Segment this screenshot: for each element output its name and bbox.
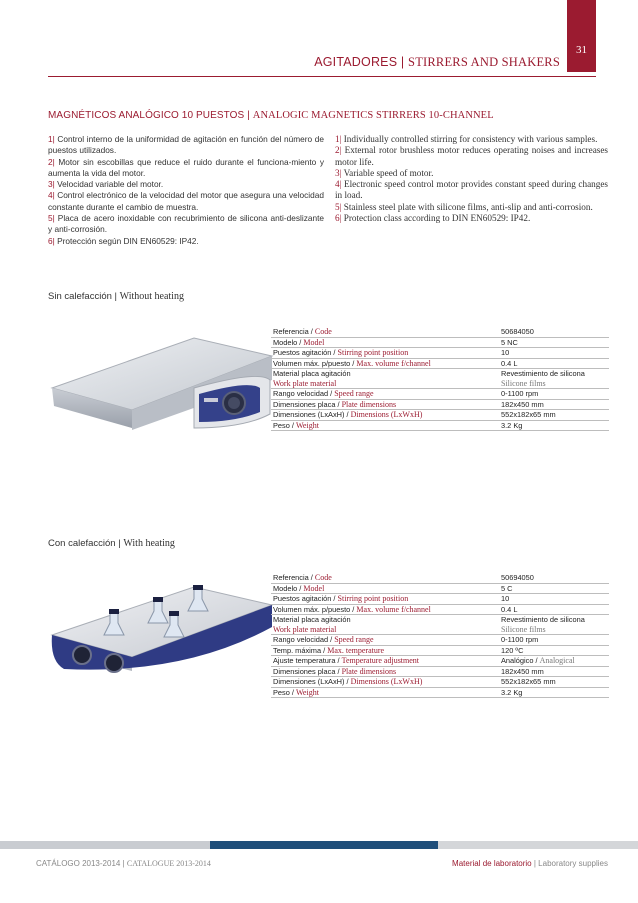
table-row: Puestos agitación / Stirring point position 10 [271, 594, 609, 605]
header-rule [48, 76, 596, 77]
feature-en-item: 3| Variable speed of motor. [335, 167, 434, 178]
stirrer-without-heating-image [44, 318, 274, 443]
table-row: Dimensiones placa / Plate dimensions 182x450 mm [271, 666, 609, 677]
table-row: Work plate material Silicone films [271, 625, 609, 635]
table-row: Volumen máx. p/puesto / Max. volume f/channel 0.4 L [271, 358, 609, 369]
table-row: Dimensiones (LxAxH) / Dimensions (LxWxH) 552x182x65 mm [271, 677, 609, 688]
footer-catalogue: CATÁLOGO 2013-2014 | CATALOGUE 2013-2014 [36, 859, 211, 868]
header-title-es: AGITADORES [314, 55, 398, 69]
table-row: Ajuste temperatura / Temperature adjustment Analógico / Analogical [271, 656, 609, 667]
spec-table-with-heating [271, 573, 609, 698]
table-row: Peso / Weight 3.2 Kg [271, 420, 609, 431]
footer-bar-right [438, 841, 638, 849]
table-row: Material placa agitación Revestimiento de silicona [273, 615, 585, 624]
with-heating-title: Con calefacción | With heating [48, 538, 175, 549]
feature-es-item: 3| Velocidad variable del motor. [48, 179, 164, 190]
table-row: Modelo / Model 5 NC [271, 337, 609, 348]
table-row: Temp. máxima / Max. temperature 120 ºC [271, 645, 609, 656]
table-row: Dimensiones (LxAxH) / Dimensions (LxWxH) 552x182x65 mm [271, 410, 609, 421]
section-title-en: ANALOGIC MAGNETICS STIRRERS 10-CHANNEL [252, 110, 494, 121]
stirrer-heating-illustration [44, 565, 274, 690]
page-header-title [250, 55, 560, 70]
footer-bar-left [0, 841, 210, 849]
feature-en-item: 5| Stainless steel plate with silicone films, anti-slip and anti-corrosion. [335, 201, 593, 212]
feature-en-item: 1| Individually controlled stirring for consistency with various samples. [335, 134, 598, 144]
without-heating-title: Sin calefacción | Without heating [48, 291, 184, 302]
features-es [48, 134, 324, 247]
feature-en-item: 2| External rotor brushless motor reduces operating noises and increases motor life. [335, 145, 608, 167]
stirrer-illustration [44, 318, 274, 443]
feature-es-item: 1| Control interno de la uniformidad de agitación en función del número de puestos utilizados. [48, 134, 324, 156]
stirrer-with-heating-image [44, 565, 274, 690]
table-row: Peso / Weight 3.2 Kg [271, 687, 609, 698]
section-title [48, 110, 494, 121]
header-title-en: STIRRERS AND SHAKERS [408, 55, 560, 69]
table-row: Puestos agitación / Stirring point position 10 [271, 348, 609, 359]
section-title-es: MAGNÉTICOS ANALÓGICO 10 PUESTOS [48, 110, 245, 121]
feature-es-item: 2| Motor sin escobillas que reduce el ruido durante el funciona-miento y aumenta la vida del motor. [48, 156, 324, 178]
section-separator: | [244, 110, 253, 121]
feature-es-item: 4| Control electrónico de la velocidad del motor que asegura una velocidad constante durante el cambio de muestra. [48, 190, 324, 212]
feature-en-item: 6| Protection class according to DIN EN60529: IP42. [335, 213, 531, 224]
spec-table-without-heating [271, 327, 609, 431]
feature-en-item: 4| Electronic speed control motor provides constant speed during changes in load. [335, 179, 608, 201]
feature-es-item: 6| Protección según DIN EN60529: IP42. [48, 235, 199, 246]
table-row: Referencia / Code 50694050 [271, 573, 609, 583]
table-row: Work plate material Silicone films [271, 379, 609, 389]
table-row: Material placa agitación Revestimiento de silicona [273, 369, 585, 378]
table-row: Dimensiones placa / Plate dimensions 182x450 mm [271, 399, 609, 410]
features-en [335, 134, 608, 224]
table-row: Rango velocidad / Speed range 0-1100 rpm [271, 389, 609, 400]
table-row: Modelo / Model 5 C [271, 583, 609, 594]
table-row: Volumen máx. p/puesto / Max. volume f/channel 0.4 L [271, 604, 609, 615]
footer-bar-middle [210, 841, 438, 849]
table-row: Rango velocidad / Speed range 0-1100 rpm [271, 635, 609, 646]
page-number: 31 [567, 0, 596, 72]
footer-category: Material de laboratorio | Laboratory supplies [452, 859, 608, 868]
table-row: Referencia / Code 50684050 [271, 327, 609, 337]
header-separator: | [397, 55, 409, 69]
feature-es-item: 5| Placa de acero inoxidable con recubrimiento de silicona anti-deslizante y anti-corrosión. [48, 213, 324, 235]
